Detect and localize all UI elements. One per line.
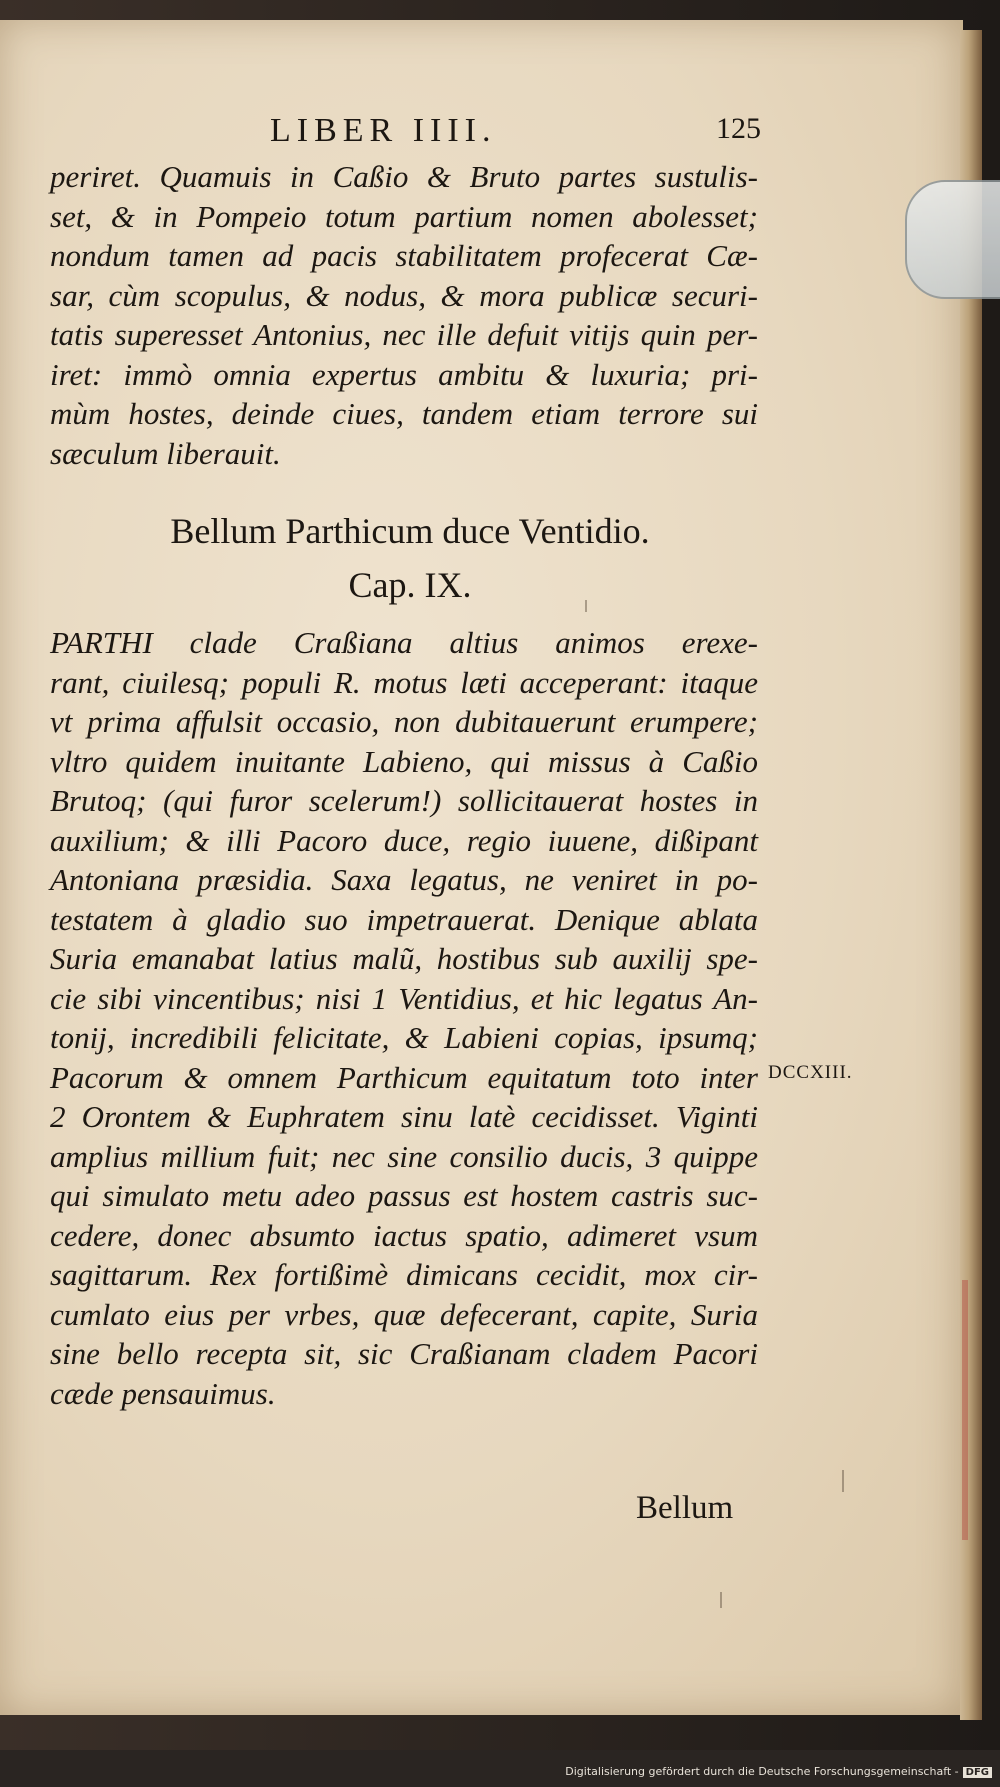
chapter-heading (90, 508, 730, 608)
dfg-logo: DFG (963, 1767, 992, 1778)
red-edge-stain (962, 1280, 968, 1540)
text-line: tonij, incredibili felicitate, & Labieni copias, ipsumq; (50, 1020, 758, 1055)
text-line: qui simulato metu adeo passus est hostem castris suc- (50, 1178, 758, 1213)
ink-speck (842, 1470, 844, 1492)
text-line: nondum tamen ad pacis stabilitatem profecerat Cæ- (50, 238, 758, 273)
catchword: Bellum (636, 1490, 734, 1526)
text-line: tatis superesset Antonius, nec ille defuit vitijs quin per- (50, 317, 758, 352)
digitization-credit (565, 1765, 992, 1778)
text-line: periret. Quamuis in Caßio & Bruto partes sustulis- (50, 159, 758, 194)
page-clip-tab (905, 180, 1000, 299)
ink-speck (585, 600, 587, 612)
chapter-title: Bellum Parthicum duce Ventidio. (170, 511, 650, 551)
text-line: 2 Orontem & Euphratem sinu latè cecidisset. Viginti (50, 1099, 758, 1134)
text-line: set, & in Pompeio totum partium nomen abolesset; (50, 198, 758, 234)
text-line: sar, cùm scopulus, & nodus, & mora publicæ securi- (50, 277, 758, 313)
text-line: iret: immò omnia expertus ambitu & luxuria; pri- (50, 356, 758, 392)
text-line: amplius millium fuit; nec sine consilio ducis, 3 quippe (50, 1138, 758, 1174)
text-line: cæde pensauimus. (50, 1375, 276, 1411)
chapter-number: Cap. IX. (348, 565, 472, 605)
text-line: Suria emanabat latius malũ, hostibus sub auxilij spe- (50, 941, 758, 976)
text-line: Pacorum & omnem Parthicum equitatum toto inter (50, 1059, 758, 1095)
text-line: Brutoq; (qui furor scelerum!) sollicitauerat hostes in (50, 783, 758, 818)
text-line: testatem à gladio suo impetrauerat. Denique ablata (50, 901, 758, 937)
text-line: cumlato eius per vrbes, quæ defecerant, capite, Suria (50, 1296, 758, 1332)
marginal-note: DCCXIII. (768, 1062, 853, 1083)
paper-page (0, 20, 963, 1715)
paragraph-2 (50, 623, 758, 1413)
text-line: vt prima affulsit occasio, non dubitauerunt erumpere; (50, 704, 758, 739)
text-line: cedere, donec absumto iactus spatio, adimeret vsum (50, 1217, 758, 1253)
credit-text: Digitalisierung gefördert durch die Deutsche Forschungsgemeinschaft - (565, 1765, 959, 1778)
text-line: auxilium; & illi Pacoro duce, regio iuuene, dißipant (50, 822, 758, 858)
running-title: LIBER IIII. (270, 112, 497, 149)
ink-speck (720, 1592, 722, 1608)
paragraph-1 (50, 157, 758, 473)
text-line: sæculum liberauit. (50, 435, 281, 471)
text-line: vltro quidem inuitante Labieno, qui missus à Caßio (50, 743, 758, 779)
text-line: PARTHI clade Craßiana altius animos erexe- (50, 625, 758, 660)
text-line: sine bello recepta sit, sic Craßianam cladem Pacori (50, 1336, 758, 1371)
text-line: sagittarum. Rex fortißimè dimicans cecidit, mox cir- (50, 1257, 758, 1292)
text-line: Antoniana præsidia. Saxa legatus, ne veniret in po- (50, 862, 758, 897)
text-line: cie sibi vincentibus; nisi 1 Ventidius, et hic legatus An- (50, 980, 758, 1016)
text-line: rant, ciuilesq; populi R. motus læti acceperant: itaque (50, 664, 758, 700)
page-number: 125 (716, 112, 761, 145)
text-line: mùm hostes, deinde ciues, tandem etiam terrore sui (50, 396, 758, 431)
